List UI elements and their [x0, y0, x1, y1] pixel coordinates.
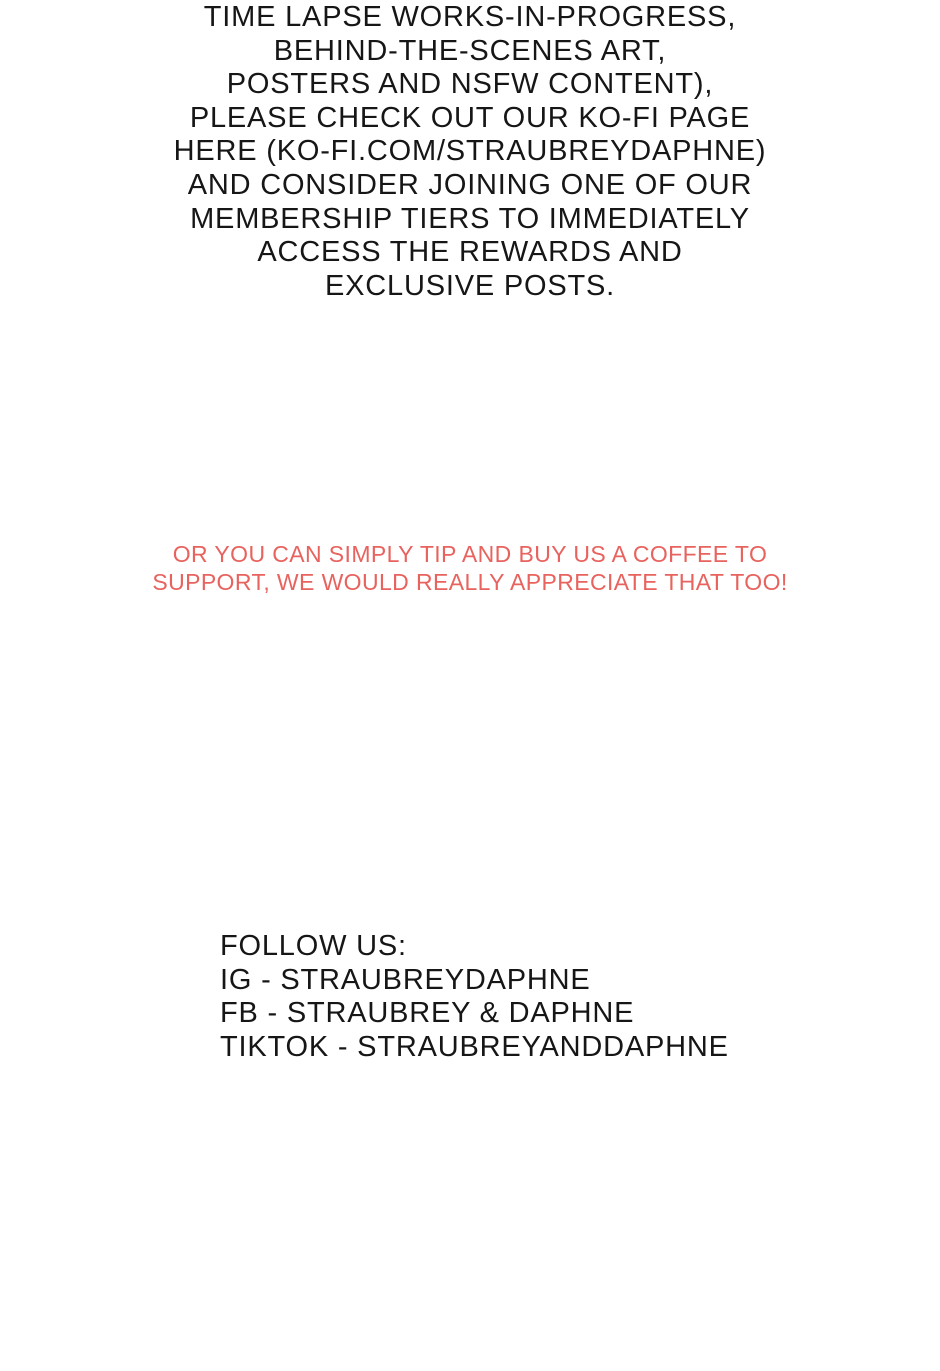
follow-handle-tiktok: TIKTOK - STRAUBREYANDDAPHNE [220, 1030, 729, 1063]
tip-note [0, 541, 940, 596]
follow-heading: FOLLOW US: [220, 930, 407, 962]
kofi-notice [0, 1, 940, 303]
kofi-url-line: HERE (KO-FI.COM/STRAUBREYDAPHNE) [173, 135, 767, 168]
tip-note-line: OR YOU CAN SIMPLY TIP AND BUY US A COFFEE TO [172, 541, 768, 567]
kofi-notice-line: TIME LAPSE WORKS-IN-PROGRESS, [203, 1, 737, 33]
kofi-notice-line: ACCESS THE REWARDS AND [257, 236, 683, 269]
kofi-notice-line: PLEASE CHECK OUT OUR KO-FI PAGE [189, 101, 751, 134]
kofi-notice-line: BEHIND-THE-SCENES ART, [273, 34, 667, 67]
kofi-notice-line: POSTERS AND NSFW CONTENT), [226, 68, 714, 101]
follow-section [220, 930, 729, 1064]
kofi-notice-line: AND CONSIDER JOINING ONE OF OUR [187, 168, 753, 201]
follow-handle-facebook: FB - STRAUBREY & DAPHNE [220, 997, 635, 1029]
tip-note-line: SUPPORT, WE WOULD REALLY APPRECIATE THAT TOO! [152, 568, 788, 595]
kofi-notice-line: MEMBERSHIP TIERS TO IMMEDIATELY [190, 202, 750, 235]
follow-handle-instagram: IG - STRAUBREYDAPHNE [220, 963, 591, 996]
kofi-notice-line: EXCLUSIVE POSTS. [325, 269, 615, 302]
